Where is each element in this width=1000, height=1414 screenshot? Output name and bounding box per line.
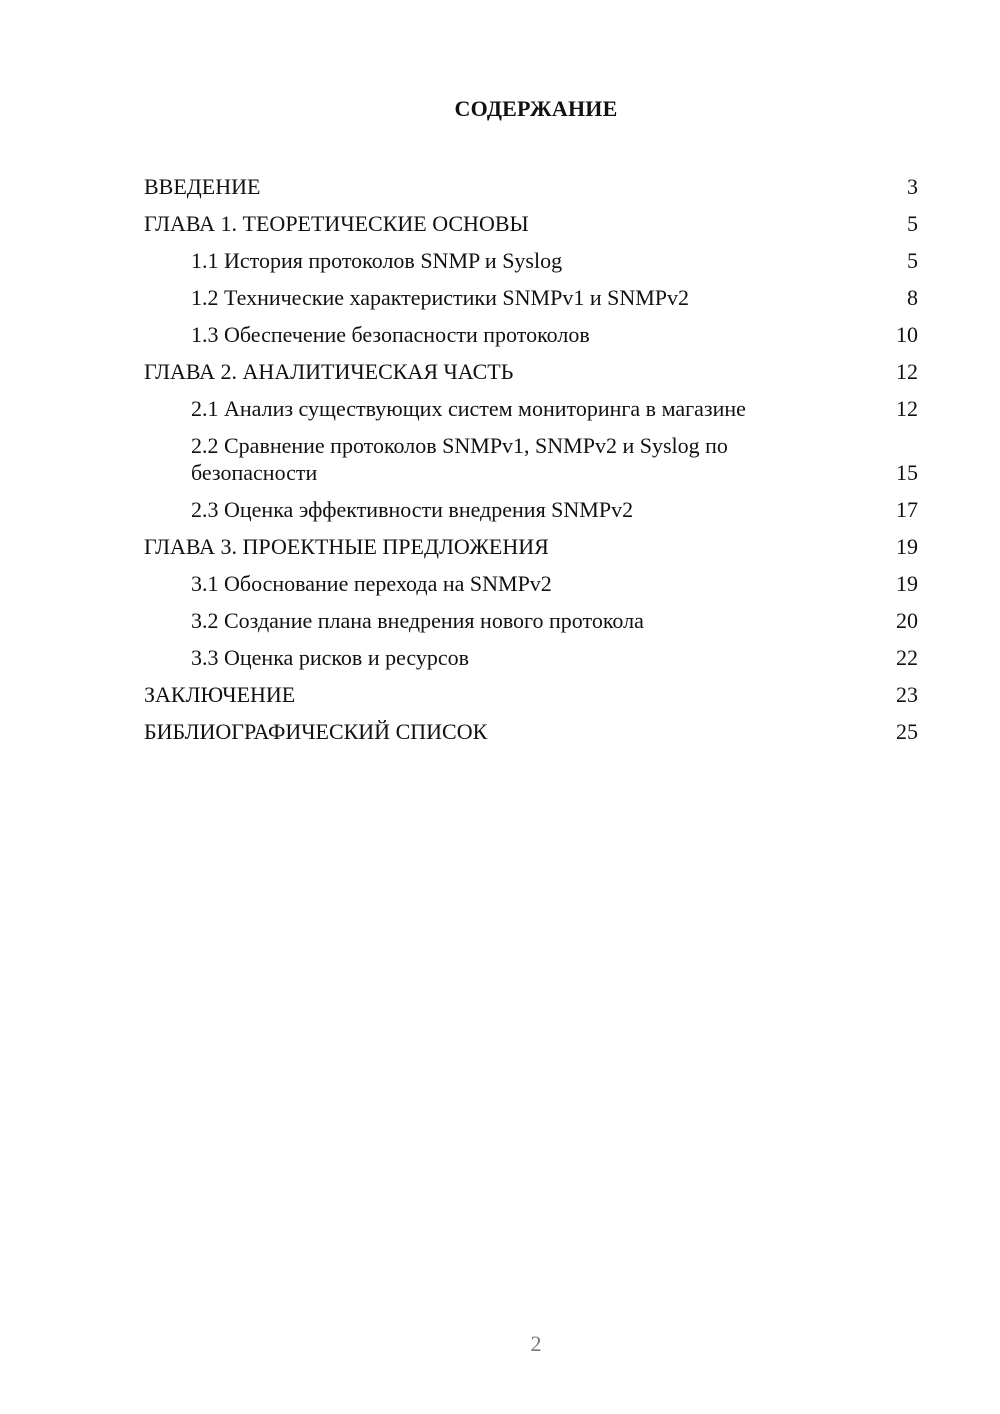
toc-entry-page: 25 <box>896 719 918 744</box>
toc-heading: СОДЕРЖАНИЕ <box>454 96 618 121</box>
toc-entry[interactable] <box>144 316 920 353</box>
toc-entry[interactable] <box>144 242 920 279</box>
toc-entry-page: 5 <box>907 248 918 273</box>
toc-entry-title: ГЛАВА 3. ПРОЕКТНЫЕ ПРЕДЛОЖЕНИЯ <box>144 534 549 559</box>
toc-entry-title: 1.2 Технические характеристики SNMPv1 и SNMPv2 <box>191 285 690 310</box>
toc-entry-title: 2.2 Сравнение протоколов SNMPv1, SNMPv2 и Syslog по безопасности <box>191 433 728 485</box>
toc-entry-title: ВВЕДЕНИЕ <box>144 174 261 199</box>
table-of-contents <box>144 168 920 750</box>
toc-entry-page: 19 <box>896 534 918 559</box>
toc-entry-title: 2.3 Оценка эффективности внедрения SNMPv2 <box>191 497 634 522</box>
toc-entry-page: 23 <box>896 682 918 707</box>
toc-entry[interactable] <box>144 528 920 565</box>
toc-entry-page: 8 <box>907 285 918 310</box>
toc-entry[interactable] <box>144 390 920 427</box>
toc-entry[interactable] <box>144 353 920 390</box>
toc-entry[interactable] <box>144 602 920 639</box>
toc-entry-page: 12 <box>896 359 918 384</box>
toc-entry-page: 12 <box>896 396 918 421</box>
toc-entry-page: 20 <box>896 608 918 633</box>
toc-entry[interactable] <box>144 713 920 750</box>
toc-entry-page: 5 <box>907 211 918 236</box>
toc-entry-title: 3.3 Оценка рисков и ресурсов <box>191 645 470 670</box>
toc-entry-title: 2.1 Анализ существующих систем мониторинга в магазине <box>191 396 746 421</box>
page-number: 2 <box>530 1331 542 1356</box>
toc-entry-title: 1.1 История протоколов SNMP и Syslog <box>191 248 563 273</box>
toc-entry-page: 10 <box>896 322 918 347</box>
toc-entry-page: 17 <box>896 497 918 522</box>
toc-entry-title: ЗАКЛЮЧЕНИЕ <box>144 682 296 707</box>
toc-entry[interactable] <box>144 676 920 713</box>
toc-entry-page: 19 <box>896 571 918 596</box>
toc-entry[interactable] <box>144 168 920 205</box>
toc-entry-title: 1.3 Обеспечение безопасности протоколов <box>191 322 590 347</box>
toc-entry-title: 3.1 Обоснование перехода на SNMPv2 <box>191 571 552 596</box>
toc-entry-page: 22 <box>896 645 918 670</box>
toc-entry[interactable] <box>144 427 920 491</box>
toc-entry[interactable] <box>144 565 920 602</box>
toc-entry[interactable] <box>144 491 920 528</box>
toc-entry-page: 15 <box>896 460 918 485</box>
toc-entry-title: БИБЛИОГРАФИЧЕСКИЙ СПИСОК <box>144 719 488 744</box>
toc-entry-page: 3 <box>907 174 918 199</box>
toc-entry[interactable] <box>144 639 920 676</box>
toc-entry[interactable] <box>144 279 920 316</box>
toc-entry-title: ГЛАВА 2. АНАЛИТИЧЕСКАЯ ЧАСТЬ <box>144 359 514 384</box>
toc-entry[interactable] <box>144 205 920 242</box>
toc-entry-title: 3.2 Создание плана внедрения нового протокола <box>191 608 644 633</box>
toc-entry-title: ГЛАВА 1. ТЕОРЕТИЧЕСКИЕ ОСНОВЫ <box>144 211 529 236</box>
